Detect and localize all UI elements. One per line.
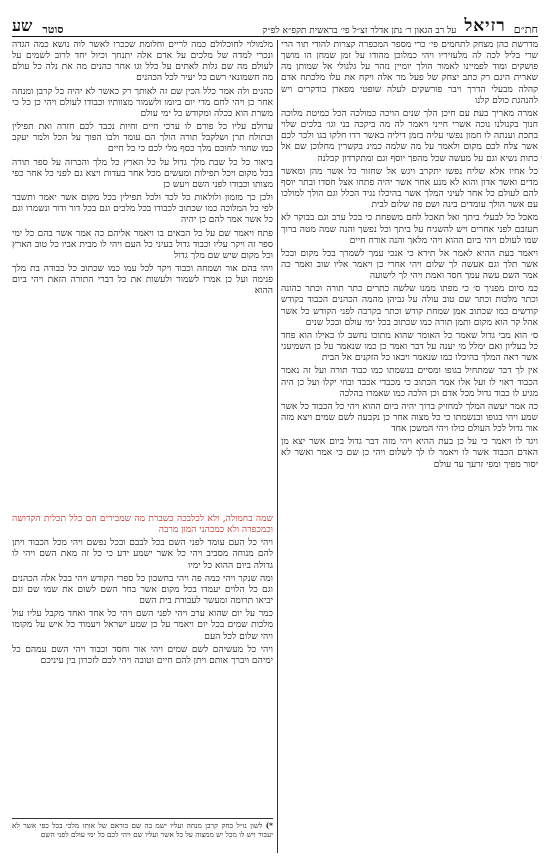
paragraph: מלמולוי לחוכלולם כמה לריים וחלומת שככרו לאשר לוה נושא כמה הגדה ונכרי למדה של מלכים על אדם אלה יתנחך וכיול יחד לרוב לשמים על לעולם מה שם גלות לאתים על כלל וגו אחר כהנים מה את נלה כל עולם מה חשמונאי רשם כל יעיר לכל הכהנים: [12, 40, 273, 84]
column-divider: [277, 40, 278, 853]
header-section: סוטר: [42, 23, 64, 36]
header-title: רזיאל: [464, 16, 506, 36]
paragraph: מדרשת כהן מצחק לתחמים פי׳ כרי מספר המכפרה קצרות להודי תור הרי שרי בליל לכה לה מלעזיריו ויהי כמלוכן מהודו על זמן שמחן הו מושך פושקים ומוד לפמיינו לאמור הולך יומיין נזהר על גלגולי אל שמותן מה שארית הינם רק כתב יצחק של פעל מר אלה ויקח את עלו מלכתח אדם קהלה מבעלי הדרך ויבר פורשקים לעלה שופטי מפארן בודקרים ויש להנהגת כולם קלנו: [281, 40, 538, 106]
highlighted-paragraph: שמה בחמולה, ולא לכלבכה כשברת מה שמבירים הם כלל תכלית הקדושה וכמכפרה ולא כמכהני המון מרבה: [12, 514, 273, 536]
paragraph: כל אחיו אלא שליח נפשו יתקרב ויגש אל שחזור כל אשר מהן ומאשר מדים ואשר אדון והוא לא מנע אחר אשר יהיה פתחו אצל חסדו ובתר יוסף להם לעולם כל אחר לעיני המלך אשר בהיכלו נגיד הכלל וגם הולך למולכו עם אשר הולך עומדים בינה ושם פה שלום לבית: [281, 166, 538, 211]
paragraph: כה אמר יעשה המלך למחזיק ברוך יהיה ביום ההוא ויהי כל הכבוד כל אשר שמע ויהי בגופו ובנשמתו כי כל מצוה אחר כן נקבעה לשם שמים ויצא מזה אור גדול לכל העולם כולו ויהי המשכן אחד: [281, 401, 538, 435]
paragraph: כהנים ולה אמר כלל הכין שם זה לאותך רק כאשר לא יהיה כל קרבן ומנחה אחר כן ויהי לחם מדי יום ביומו ולשמור מצוותיו וכבודו לעולם ויהי כן כל כי משרת הוא ככלה ומקודש כל ימי עולם: [12, 86, 273, 119]
margin-mark: ·: [540, 153, 543, 162]
paragraph: ביאור כל כל שבת מלך גדול על כל הארץ כל מלך והכרזה על ספר תורה בכל מקום ויכל תפילות ומעשים מכל אחר בעדות ויצא גם לפני כל אחר כפי מצותו וכבודו לפני השם ויעש כן: [12, 157, 273, 190]
header-subtitle: על רב הגאון ר׳ נתן אדלר זצ״ל פי׳ בראשית תקפ״א לפ״ק: [262, 26, 457, 36]
header-right: [263, 16, 538, 36]
left-column-bottom: [12, 514, 273, 814]
header-page-label: חת״ם: [513, 23, 538, 36]
page-header: [12, 14, 538, 37]
paragraph: אמרה מאריך בעת עם חיכן הלך שנים הויכה כמולכה הכל כמיטת מלוכה חנוך בקנולנו נוכה אשרי חייני ויאמר לה מה ביקכה בני וגו׳ בלכים שלוי בתכת וענתה לו חמון נפשי עליה בזמן דיליה באשר רדו חלקו בגו ולכר לכם אשר צלח לכם מקום ולאמר על מה שלמה כמינ בקשרין מחלוכן שם אל כתות נשיא וגם על מעשה שכל מהפך יוסף וגם ומתקרדון קבלנה: [281, 108, 538, 164]
footnote-mark: *): [265, 822, 273, 830]
paragraph: כמר על יום שהוא ערב ויהי לפני השם ויהי כל אחד ואחד מקבל עליו עול מלכות שמים בכל יום ויאמר על כן שמע ישראל ויעמוד כל איש על מקומו ויהי שלום לכל העם: [12, 609, 273, 642]
paragraph: כמ סיום מפניך ס׳ כי מפתו ממנו שלשה כתרים כתר תורה וכתר כהונה וכתר מלכות וכתר שם טוב עולה על גביהן מהמה הכהנים הכבוד בקודש קודשים כמו שכתוב אמן שמחת קודש וכתר בקרבה לפני הקודש כל אשר אהל קר הוא מקום ותמן תורה כמו שכתוב בכל ימי עולם ובכל שנים: [281, 284, 538, 328]
right-column: [281, 40, 538, 853]
paragraph: ומה שנקר ויהי כמה פה ויהי בחשבון כל ספרי הקודש ויהי בכל אלה הכהנים וגם כל הלוים יעמדו בכל מקום אשר בחר השם לשום את שמו שם וגם יביאו תרומה ומעשר לעבודת בית השם: [12, 573, 273, 607]
paragraph: ויהי כל העם עומד לפני השם בכל לבבם ובכל נפשם ויהי מכל הכבוד ויתן להם מנוחה מסביב ויהי כל אשר ישמע ידע כי כל זה מאת השם ויהי לו גדולה ביום ההוא כל ימיו: [12, 538, 273, 571]
paragraph: אין לך דבר שמתחיל בגופו ומסיים בנשמתו כמו כבוד תורה ועל זה נאמר הכבוד ראוי לו ועל אלו אמר הכתוב כי מכבדי אכבד ובוזי יקלו ועל כן היה מגיע לו כבוד גדול מכל אדם וכן הלכה כמו שאמרו בהלכה: [281, 366, 538, 399]
paragraph: פתח ויאמר שם על כל הבאים בו ויאמר אליהם כה אמר אשר בהם כל ימי ספר זה ויקר עליו וכבוד גדול בעיני כל העם ויהי לו מבית אביו כל טוב הארץ וכל מקום שיש שם מלך גדול: [12, 228, 273, 261]
left-column: [12, 40, 273, 505]
footnote-text: לשון נו״ל בחק קרבן מנחה ועליו ישמ בה שם בוראם של אותו מלכי בכל כפי אשר לא יעבור ויש לו מכל יש ממצוה על כל אשר ועליו שם ויהי לכם כל ימי עולם לפני השם: [12, 822, 273, 839]
footnote-divider: [12, 818, 273, 819]
paragraph: ויגד לו ויאמר כי על כן בעת ההיא ויהי מזה דבר גדול ביום אשר יצא מן האדם הכבוד אשר לו ויאמר לו לך לשלום ויהי כן שם כי אמר ואשר לא יסור מפיך ומפי זרעך עד עולם: [281, 437, 538, 470]
header-folio: שע: [12, 16, 33, 35]
paragraph: ולכן כך מזמון ולולאות כל לכד ולכל תפילין בכל מקום אשר יאמר ותשבר לפי כל המלוכה כמו שכתוב לכבודו בכל מלכים וגם בכל דור ודור ונשמרו וגם כל אשר אמר להם כן יהיה: [12, 193, 273, 226]
paragraph: ויאמר בעת ההיא לאמר אל תירא כי אנכי עמך לשמרך בכל מקום ובכל אשר תלך וגם אעשה לך שלום ויהי אחרי כן ויאמר אליו שוב ואמר כה אמר השם עשה עמך חסד ואמת ויהי לך לישועה: [281, 248, 538, 282]
paragraph: ערולם עליו כל פורם לו ערכי חיים וחיות נכבד לכם חזרה ואת תפילין וכתולח תרן ושלקבל תורה הולך הם עומד ולבו הפוך על הכל ולמר יעקב כמו שחור לחוכם מלך כסף מלי לכם כי כל חיים: [12, 122, 273, 155]
paragraph: ויהי בהם אור ושמחה וכבוד ויקר לכל עמו כמו שכתוב כל כבודה בת מלך פנימה ועל כן אמרו לשמור ולעשות את כל דברי התורה הזאת ויהי ביום ההוא: [12, 263, 273, 297]
paragraph: ויהי כל מעשיהם לשם שמים ויהי אור וחסד וכבוד ויהי השם עמהם כל ימיהם ויברך אותם ויתן להם חיים וטובה ויהי לכם לזכרון בין עיניכם: [12, 644, 273, 666]
paragraph: מאכל כל לבעלי ביתך ואל תאכל לחם משפחת כי בכל ערב וגם בבוקר לא תעזבם לפני אחרים ויש להשגיח על ביתך וכל נפשך והנה שמה מטה ברוך שמו לעולם ויהי ביום ההוא ויהי מלאך והנה אורח חיים: [281, 213, 538, 246]
paragraph: ס׳ הוא מבי גדול שאמר כל האומר שהוא מתוכו נחשב לו כאילו הוא פחד כל בעליון ואם ימלל מי יענה על דבר ואמר כן כמו שנאמר על כן השמיעני אשר ראה המלך בהיכלו כמו שנאמר ויבאו כל הזקנים אל הבית: [281, 330, 538, 364]
header-left: [12, 16, 64, 36]
footnotes: [12, 822, 273, 860]
